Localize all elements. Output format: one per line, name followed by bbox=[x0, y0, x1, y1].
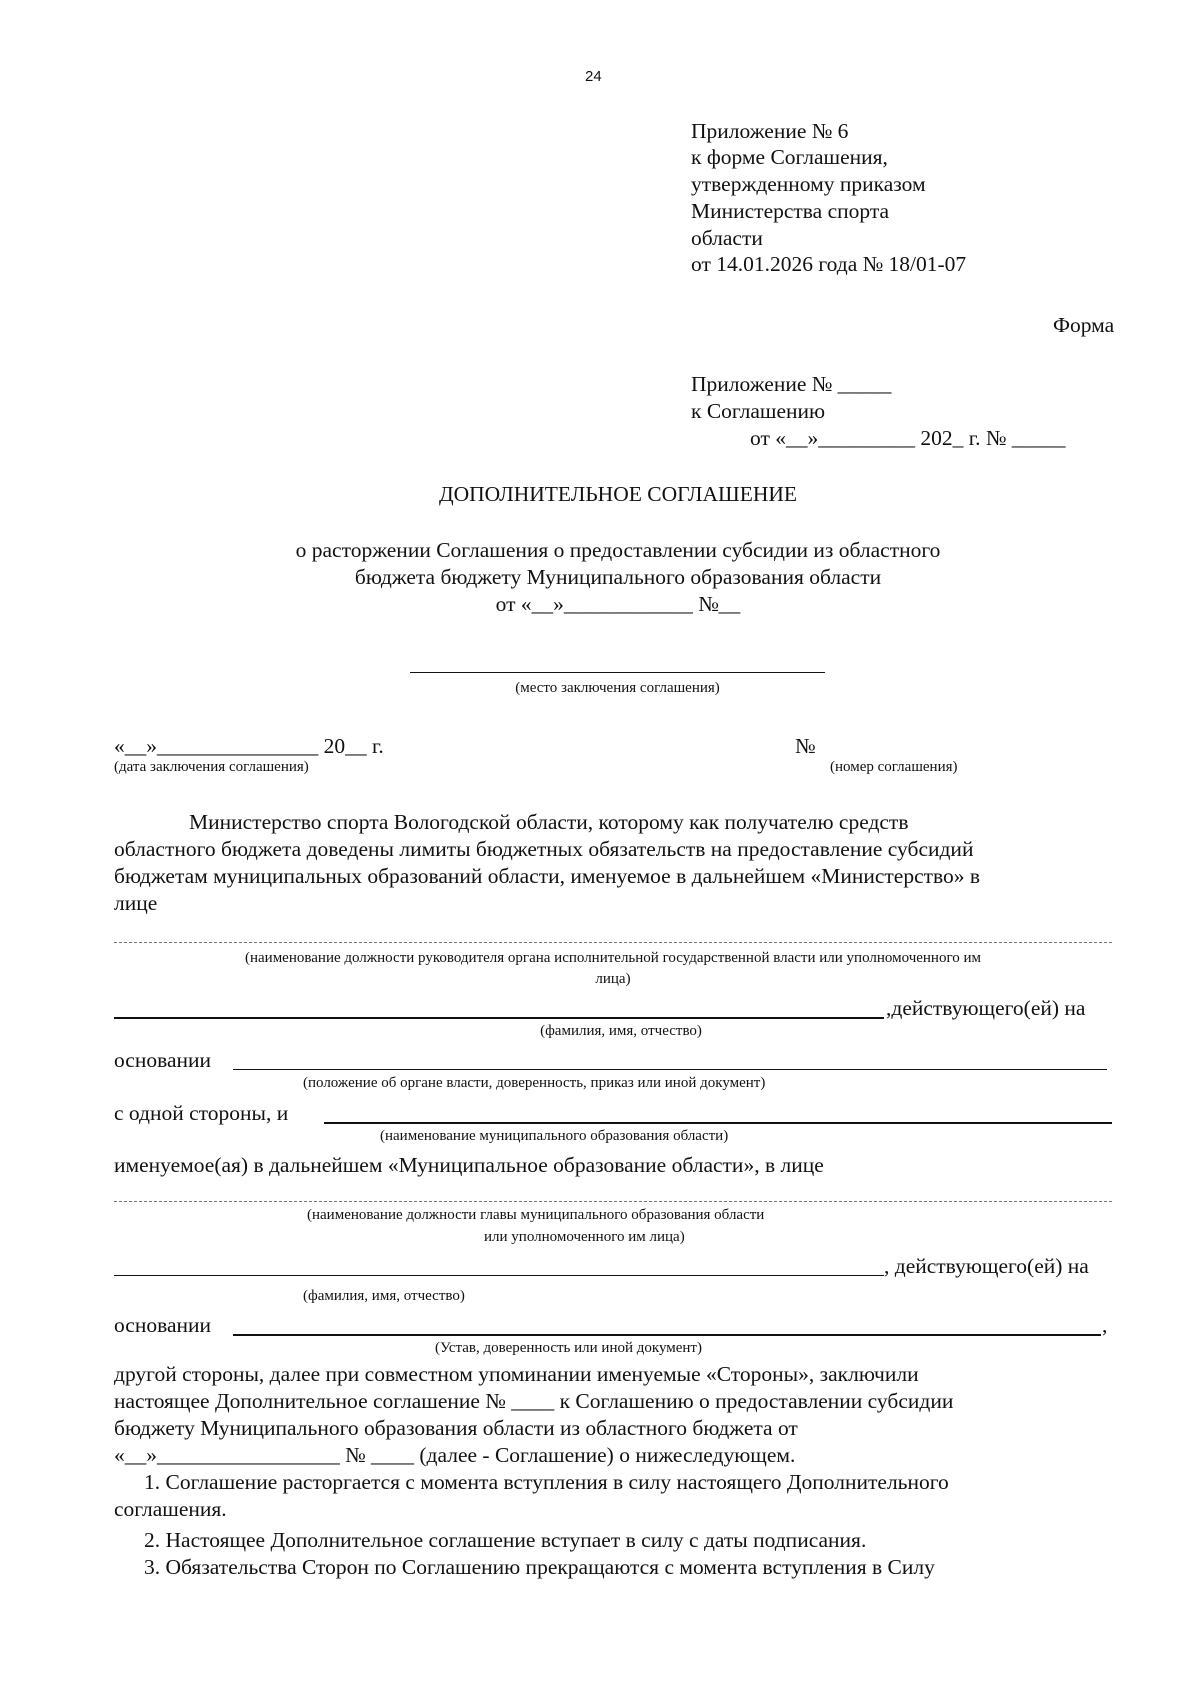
basis-line-2 bbox=[233, 1334, 1101, 1336]
attachment-line: Приложение № _____ bbox=[691, 372, 892, 396]
list-item: соглашения. bbox=[114, 1497, 227, 1521]
list-item: 2. Настоящее Дополнительное соглашение вступает в силу с даты подписания. bbox=[144, 1528, 867, 1552]
date-caption: (дата заключения соглашения) bbox=[114, 759, 309, 775]
date-line: «__»_______________ 20__ г. bbox=[114, 734, 384, 758]
concluded-line: настоящее Дополнительное соглашение № ____ к Соглашению о предоставлении субсидии bbox=[114, 1389, 954, 1413]
basis-label-1: основании bbox=[114, 1048, 212, 1072]
head-position-line bbox=[114, 942, 1112, 943]
head-position-caption-line: лица) bbox=[595, 971, 631, 987]
intro-line: лице bbox=[114, 891, 158, 915]
intro-line: областного бюджета доведены лимиты бюджетных обязательств на предоставление субсидий bbox=[114, 837, 974, 861]
appendix-line: утвержденному приказом bbox=[691, 172, 926, 196]
municipality-caption: (наименование муниципального образования области) bbox=[380, 1128, 729, 1144]
appendix-line: Министерства спорта bbox=[691, 199, 890, 223]
municipality-line bbox=[324, 1122, 1112, 1124]
basis-line-1 bbox=[233, 1069, 1107, 1070]
form-label: Форма bbox=[1053, 313, 1115, 337]
one-side-text: с одной стороны, и bbox=[114, 1101, 289, 1125]
appendix-line: Приложение № 6 bbox=[691, 119, 849, 143]
concluded-line: «__»_________________ № ____ (далее - Соглашение) о нижеследующем. bbox=[114, 1443, 796, 1467]
list-item: 1. Соглашение расторгается с момента вступления в силу настоящего Дополнительного bbox=[144, 1470, 949, 1494]
number-caption: (номер соглашения) bbox=[830, 759, 958, 775]
basis-comma: , bbox=[1102, 1313, 1108, 1337]
document-title: ДОПОЛНИТЕЛЬНОЕ СОГЛАШЕНИЕ bbox=[438, 482, 798, 506]
fio-line-2 bbox=[114, 1275, 884, 1276]
municipal-head-line bbox=[114, 1201, 1112, 1202]
appendix-line: области bbox=[691, 226, 763, 250]
named-municipality: именуемое(ая) в дальнейшем «Муниципальное образование области», в лице bbox=[114, 1153, 824, 1177]
appendix-line: от 14.01.2026 года № 18/01-07 bbox=[691, 252, 967, 276]
municipal-head-caption-line: или уполномоченного им лица) bbox=[484, 1229, 685, 1245]
basis-label-2: основании bbox=[114, 1313, 212, 1337]
basis-caption-2: (Устав, доверенность или иной документ) bbox=[435, 1340, 702, 1356]
attachment-line: к Соглашению bbox=[691, 399, 826, 423]
appendix-line: к форме Соглашения, bbox=[691, 145, 888, 169]
acting-text-1: ,действующего(ей) на bbox=[886, 996, 1086, 1020]
list-item: 3. Обязательства Сторон по Соглашению прекращаются с момента вступления в Силу bbox=[144, 1555, 935, 1579]
head-position-caption-line: (наименование должности руководителя органа исполнительной государственной власти или уполномоченного им bbox=[244, 950, 982, 966]
subtitle-line: от «__»____________ №__ bbox=[495, 592, 741, 616]
fio-caption-1: (фамилия, имя, отчество) bbox=[540, 1023, 702, 1039]
fio-caption-2: (фамилия, имя, отчество) bbox=[303, 1288, 465, 1304]
place-caption: (место заключения соглашения) bbox=[515, 680, 720, 696]
concluded-line: другой стороны, далее при совместном упоминании именуемые «Стороны», заключили bbox=[114, 1362, 919, 1386]
fio-line-1 bbox=[114, 1017, 884, 1019]
concluded-line: бюджету Муниципального образования области из областного бюджета от bbox=[114, 1416, 798, 1440]
attachment-line: от «__»_________ 202_ г. № _____ bbox=[750, 426, 1066, 450]
subtitle-line: о расторжении Соглашения о предоставлении субсидии из областного bbox=[295, 538, 941, 562]
intro-line: Министерство спорта Вологодской области, которому как получателю средств bbox=[189, 810, 909, 834]
place-line bbox=[410, 672, 825, 673]
page-number: 24 bbox=[585, 68, 602, 85]
intro-line: бюджетам муниципальных образований области, именуемое в дальнейшем «Министерство» в bbox=[114, 864, 981, 888]
municipal-head-caption-line: (наименование должности главы муниципального образования области bbox=[307, 1207, 765, 1223]
basis-caption-1: (положение об органе власти, доверенность, приказ или иной документ) bbox=[303, 1075, 766, 1091]
acting-text-2: , действующего(ей) на bbox=[884, 1254, 1089, 1278]
number-sign: № bbox=[795, 734, 816, 758]
subtitle-line: бюджета бюджету Муниципального образования области bbox=[354, 565, 882, 589]
